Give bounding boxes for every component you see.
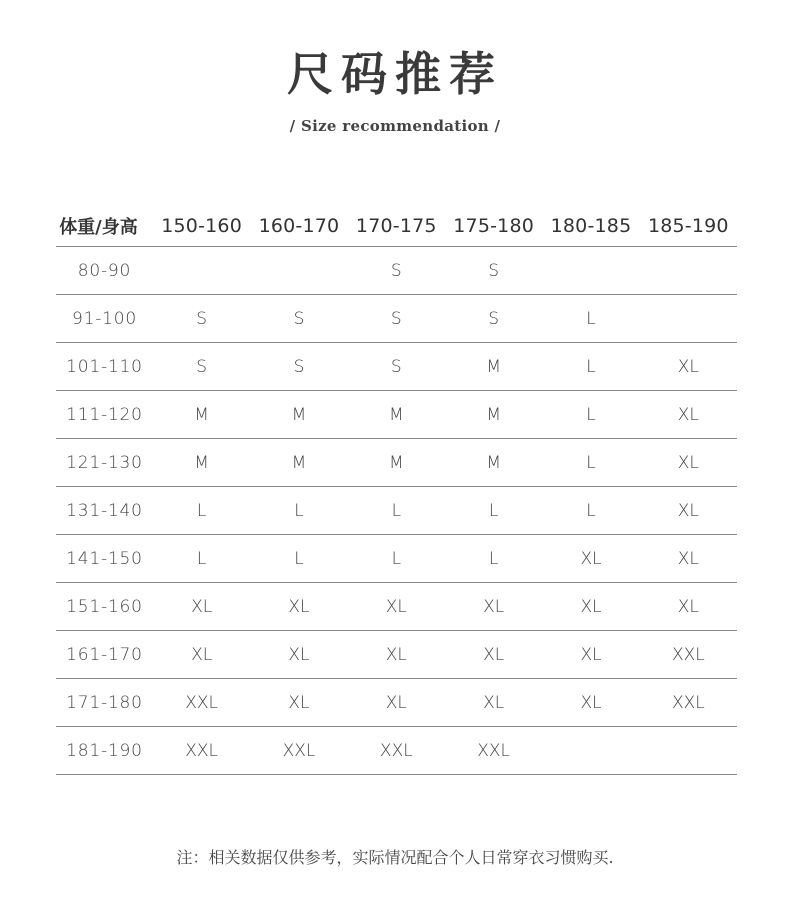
size-cell: XL bbox=[385, 692, 407, 713]
table-row bbox=[56, 391, 737, 439]
size-cell: L bbox=[391, 500, 402, 521]
size-cell: XL bbox=[385, 644, 407, 665]
page-subtitle: / Size recommendation / bbox=[289, 117, 501, 135]
weight-cell: 121-130 bbox=[66, 452, 143, 473]
table-row bbox=[56, 583, 737, 631]
table-row bbox=[56, 727, 737, 775]
table-row bbox=[56, 247, 737, 295]
table-row bbox=[56, 487, 737, 535]
size-cell: M bbox=[194, 452, 209, 473]
size-cell: XL bbox=[580, 692, 602, 713]
size-cell: L bbox=[294, 500, 304, 521]
table-row bbox=[56, 439, 737, 487]
size-cell: XL bbox=[191, 644, 213, 665]
table-row bbox=[56, 679, 737, 727]
size-cell: XL bbox=[677, 404, 699, 425]
size-cell: M bbox=[291, 404, 307, 425]
size-cell: L bbox=[196, 548, 207, 569]
table-row bbox=[56, 535, 737, 583]
table-header-row bbox=[56, 206, 737, 247]
size-cell: XXL bbox=[671, 692, 705, 713]
size-cell: L bbox=[196, 500, 207, 521]
size-cell: L bbox=[586, 452, 596, 473]
weight-cell: 91-100 bbox=[71, 308, 137, 329]
size-cell: XL bbox=[191, 596, 213, 617]
table-body bbox=[56, 247, 737, 775]
size-cell: XXL bbox=[379, 740, 413, 761]
size-cell: M bbox=[388, 404, 404, 425]
size-cell: XXL bbox=[185, 692, 218, 713]
column-header: 170-175 bbox=[355, 215, 437, 237]
size-cell: M bbox=[291, 452, 307, 473]
size-cell: L bbox=[586, 404, 596, 425]
size-cell: M bbox=[388, 452, 404, 473]
size-cell: XXL bbox=[282, 740, 316, 761]
size-cell: XXL bbox=[671, 644, 705, 665]
size-cell: M bbox=[194, 404, 209, 425]
weight-cell: 181-190 bbox=[66, 740, 143, 761]
column-header: 160-170 bbox=[258, 215, 340, 237]
size-cell: XL bbox=[580, 644, 602, 665]
weight-cell: 151-160 bbox=[66, 596, 143, 617]
column-header: 185-190 bbox=[647, 215, 729, 237]
footnote: 注：相关数据仅供参考，实际情况配合个人日常穿衣习惯购买. bbox=[176, 848, 614, 867]
column-header: 175-180 bbox=[453, 215, 535, 237]
size-table bbox=[56, 206, 737, 775]
weight-cell: 80-90 bbox=[77, 260, 132, 281]
weight-cell: 141-150 bbox=[66, 548, 143, 569]
corner-header: 体重/身高 bbox=[59, 217, 138, 238]
size-cell: M bbox=[486, 356, 501, 377]
size-cell: L bbox=[586, 356, 596, 377]
size-cell: XL bbox=[580, 596, 602, 617]
size-cell: L bbox=[391, 548, 402, 569]
size-cell: XL bbox=[677, 500, 699, 521]
column-header: 150-160 bbox=[161, 215, 243, 237]
size-cell: XL bbox=[385, 596, 407, 617]
size-cell: S bbox=[488, 260, 500, 281]
weight-cell: 111-120 bbox=[66, 404, 143, 425]
size-cell: S bbox=[293, 308, 305, 329]
size-cell: XXL bbox=[185, 740, 218, 761]
size-cell: XL bbox=[677, 548, 699, 569]
table-row bbox=[56, 343, 737, 391]
weight-cell: 161-170 bbox=[66, 644, 143, 665]
size-cell: XL bbox=[288, 596, 310, 617]
weight-cell: 171-180 bbox=[66, 692, 143, 713]
size-cell: S bbox=[390, 356, 402, 377]
size-cell: L bbox=[586, 308, 596, 329]
size-cell: S bbox=[488, 308, 500, 329]
table-row bbox=[56, 295, 737, 343]
weight-cell: 101-110 bbox=[66, 356, 143, 377]
size-cell: XXL bbox=[477, 740, 511, 761]
size-cell: XL bbox=[288, 692, 310, 713]
size-cell: L bbox=[488, 548, 499, 569]
size-cell: S bbox=[390, 308, 402, 329]
size-cell: S bbox=[196, 308, 208, 329]
size-cell: XL bbox=[677, 596, 699, 617]
size-cell: M bbox=[486, 452, 501, 473]
size-cell: XL bbox=[677, 356, 699, 377]
size-cell: XL bbox=[483, 692, 505, 713]
size-cell: XL bbox=[580, 548, 602, 569]
weight-cell: 131-140 bbox=[66, 500, 143, 521]
size-cell: XL bbox=[483, 596, 505, 617]
size-cell: L bbox=[488, 500, 499, 521]
size-cell: XL bbox=[483, 644, 505, 665]
size-cell: XL bbox=[677, 452, 699, 473]
page-title: 尺码推荐 bbox=[287, 47, 503, 101]
size-cell: M bbox=[486, 404, 501, 425]
size-cell: XL bbox=[288, 644, 310, 665]
size-cell: L bbox=[294, 548, 304, 569]
size-cell: S bbox=[293, 356, 305, 377]
size-cell: S bbox=[196, 356, 208, 377]
size-cell: L bbox=[586, 500, 596, 521]
column-header: 180-185 bbox=[550, 215, 632, 237]
size-cell: S bbox=[390, 260, 402, 281]
table-row bbox=[56, 631, 737, 679]
